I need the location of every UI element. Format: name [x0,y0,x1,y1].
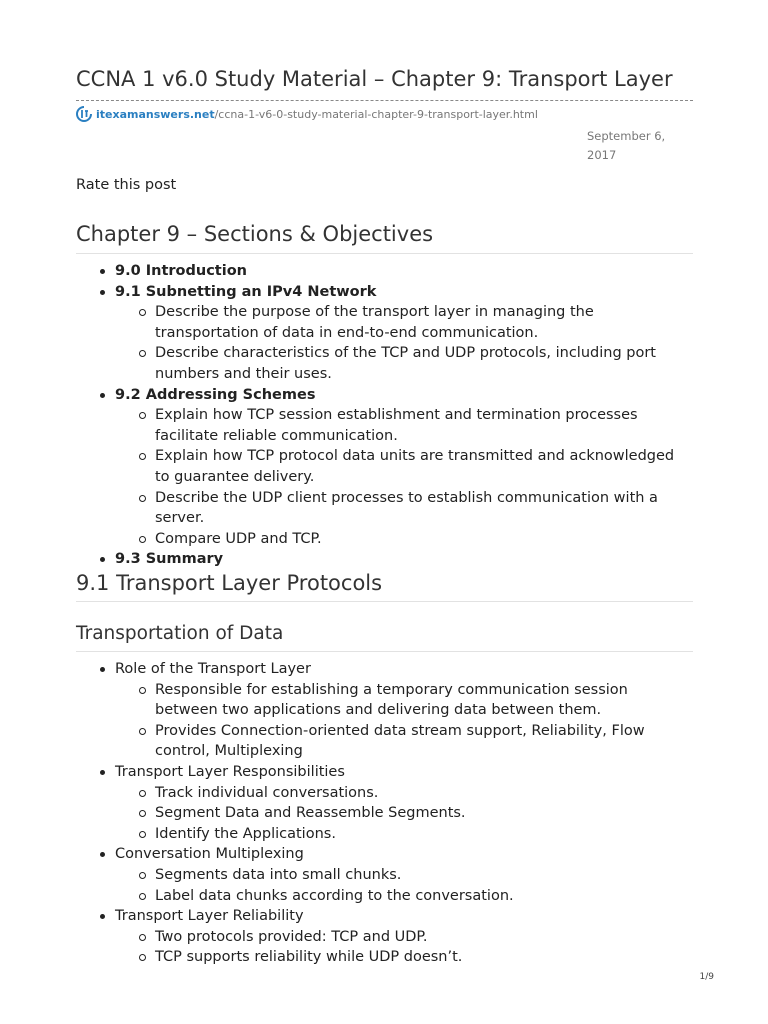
sub-list [115,405,693,549]
objectives-list [76,261,693,570]
list-item-label: Transport Layer Reliability [115,908,304,925]
list-item [76,282,693,385]
sub-list [115,783,693,845]
list-item [76,906,693,968]
list-item [76,762,693,844]
title-divider [76,100,693,101]
list-item [76,261,693,282]
url-path[interactable]: /ccna-1-v6-0-study-material-chapter-9-transport-layer.html [214,107,538,121]
list-item-label: 9.3 Summary [115,551,224,568]
list-item [76,549,693,570]
list-item-label: Role of the Transport Layer [115,661,311,677]
sub-list-item: Explain how TCP protocol data units are transmitted and acknowledged to guarantee delivery. [115,446,693,487]
page-number: 1/9 [699,972,714,982]
objectives-heading: Chapter 9 – Sections & Objectives [76,222,434,246]
list-item-label: 9.2 Addressing Schemes [115,386,316,403]
list-item [76,844,693,906]
sub-list-item: Describe characteristics of the TCP and UDP protocols, including port numbers and their uses. [115,343,693,384]
sub-list-item: Responsible for establishing a temporary communication session between two applications and delivering data between them. [115,680,693,721]
sub-list-item: Describe the UDP client processes to establish communication with a server. [115,488,693,529]
list-item-label: 9.1 Subnetting an IPv4 Network [115,283,377,300]
publish-date: September 6, 2017 [587,129,666,162]
objectives-divider [76,253,693,254]
transport-divider [76,651,693,652]
list-item-label: Conversation Multiplexing [115,846,304,863]
sub-list-item: Track individual conversations. [115,783,693,804]
sub-list-item: Provides Connection-oriented data stream support, Reliability, Flow control, Multiplexing [115,721,693,762]
url-domain[interactable]: itexamanswers.net [96,107,215,121]
list-item [76,385,693,550]
sub-list-item: Label data chunks according to the conversation. [115,886,693,907]
list-item [76,659,693,762]
site-logo-icon [76,106,92,122]
sub-list-item: Segment Data and Reassemble Segments. [115,803,693,824]
transport-list [76,659,693,968]
sub-list-item: Describe the purpose of the transport layer in managing the transportation of data in end-to-end communication. [115,302,693,343]
sub-list-item: Two protocols provided: TCP and UDP. [115,927,693,948]
list-item-label: Transport Layer Responsibilities [115,763,345,780]
page-title: CCNA 1 v6.0 Study Material – Chapter 9: Transport Layer [76,67,673,91]
rate-this-post[interactable]: Rate this post [76,177,177,193]
sub-list-item: TCP supports reliability while UDP doesn’t. [115,947,693,968]
sub-list-item: Explain how TCP session establishment and termination processes facilitate reliable communication. [115,405,693,446]
list-item-label: 9.0 Introduction [115,263,247,279]
sub-list [115,927,693,968]
sub-list-item: Segments data into small chunks. [115,865,693,886]
protocols-heading: 9.1 Transport Layer Protocols [76,571,383,595]
sub-list [115,865,693,906]
sub-list [115,680,693,762]
sub-list-item: Identify the Applications. [115,824,693,845]
sub-list [115,302,693,384]
source-url[interactable] [76,106,538,122]
sub-list-item: Compare UDP and TCP. [115,529,693,550]
protocols-divider [76,601,693,602]
transport-heading: Transportation of Data [76,623,284,644]
